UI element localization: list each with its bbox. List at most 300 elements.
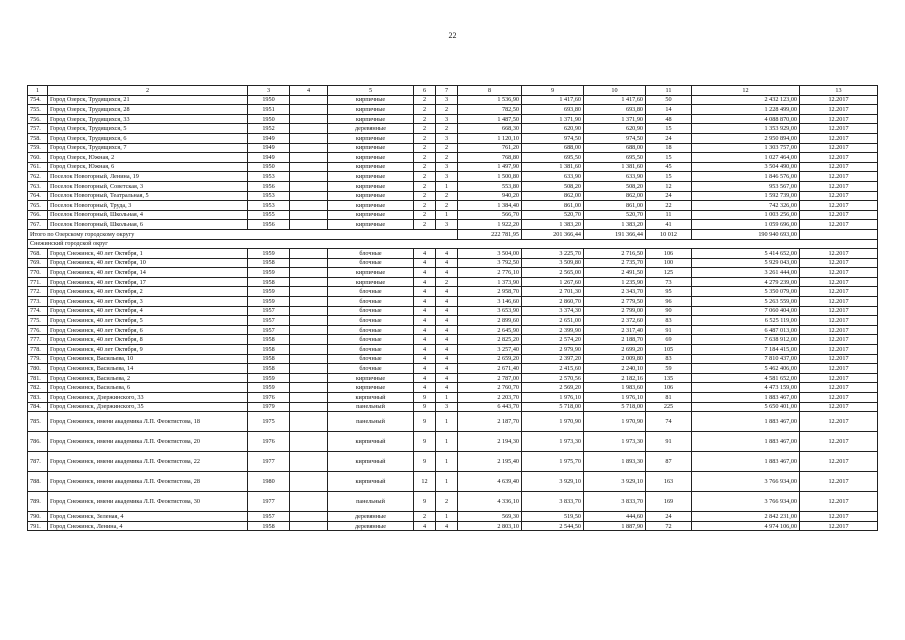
row-number-cell: 775. (28, 316, 48, 326)
residential-area-cell: 2 779,50 (584, 297, 646, 307)
year-cell: 1976 (248, 393, 290, 403)
row-number-cell: 781. (28, 373, 48, 383)
residential-area-cell: 2 240,10 (584, 364, 646, 374)
table-row (28, 412, 878, 432)
address-cell: Город Снежинск, имени академика Л.П. Феоктистова, 22 (48, 452, 248, 472)
year-cell: 1958 (248, 364, 290, 374)
column-number-row (28, 86, 878, 96)
date-cell: 12.2017 (800, 114, 878, 124)
residential-area-cell: 693,80 (584, 105, 646, 115)
year-cell: 1959 (248, 268, 290, 278)
empty-cell (290, 412, 328, 432)
living-area-cell: 633,90 (522, 172, 584, 182)
entrances-cell: 3 (436, 162, 458, 172)
floors-cell: 2 (414, 124, 436, 134)
date-cell: 12.2017 (800, 210, 878, 220)
residents-cell: 81 (646, 393, 692, 403)
empty-cell (290, 181, 328, 191)
year-cell: 1979 (248, 402, 290, 412)
year-cell: 1953 (248, 201, 290, 211)
residential-area-cell: 1 976,10 (584, 393, 646, 403)
year-cell: 1953 (248, 172, 290, 182)
residents-cell: 24 (646, 512, 692, 522)
date-cell: 12.2017 (800, 373, 878, 383)
wall-material-cell: блочные (328, 306, 414, 316)
cost-cell: 5 350 079,00 (692, 287, 800, 297)
residents-cell: 163 (646, 472, 692, 492)
date-cell: 12.2017 (800, 325, 878, 335)
living-area-cell: 2 574,20 (522, 335, 584, 345)
cost-cell: 1 059 696,00 (692, 220, 800, 230)
total-area-cell: 3 504,00 (458, 249, 522, 259)
total-area-cell: 2 776,10 (458, 268, 522, 278)
residents-cell: 12 (646, 181, 692, 191)
address-cell: Город Снежинск, Васильева, 10 (48, 354, 248, 364)
row-number-cell: 788. (28, 472, 48, 492)
total-area-cell: 1 500,80 (458, 172, 522, 182)
section-label-cell: Снежинский городской округ (28, 239, 878, 249)
year-cell: 1953 (248, 191, 290, 201)
residents-cell: 169 (646, 492, 692, 512)
empty-cell (290, 354, 328, 364)
empty-cell (290, 432, 328, 452)
cost-cell: 1 846 576,00 (692, 172, 800, 182)
floors-cell: 4 (414, 306, 436, 316)
address-cell: Поселок Новогорный, Ленина, 19 (48, 172, 248, 182)
wall-material-cell: блочные (328, 354, 414, 364)
table-row (28, 133, 878, 143)
residents-cell: 90 (646, 306, 692, 316)
table-row (28, 306, 878, 316)
floors-cell: 9 (414, 452, 436, 472)
cost-cell: 4 581 652,00 (692, 373, 800, 383)
wall-material-cell: кирпичные (328, 201, 414, 211)
floors-cell: 4 (414, 287, 436, 297)
year-cell: 1956 (248, 220, 290, 230)
residential-area-cell: 2 317,40 (584, 325, 646, 335)
cost-cell: 7 638 912,00 (692, 335, 800, 345)
total-area-cell: 1 536,90 (458, 95, 522, 105)
empty-cell (290, 210, 328, 220)
floors-cell: 12 (414, 472, 436, 492)
living-area-cell: 974,50 (522, 133, 584, 143)
residents-cell: 14 (646, 105, 692, 115)
residents-cell: 125 (646, 268, 692, 278)
date-cell: 12.2017 (800, 181, 878, 191)
entrances-cell: 4 (436, 345, 458, 355)
page-number: 22 (448, 31, 457, 40)
wall-material-cell: блочные (328, 345, 414, 355)
year-cell: 1955 (248, 210, 290, 220)
address-cell: Город Снежинск, 40 лет Октября, 8 (48, 335, 248, 345)
wall-material-cell: блочные (328, 297, 414, 307)
residential-area-cell: 1 383,20 (584, 220, 646, 230)
wall-material-cell: кирпичные (328, 277, 414, 287)
total-area-cell: 768,80 (458, 153, 522, 163)
total-area-cell: 222 781,95 (458, 229, 522, 239)
year-cell: 1949 (248, 133, 290, 143)
residents-cell: 135 (646, 373, 692, 383)
address-cell: Город Снежинск, Васильева, 6 (48, 383, 248, 393)
empty-cell (290, 201, 328, 211)
living-area-cell: 620,90 (522, 124, 584, 134)
column-number-cell: 1 (28, 86, 48, 96)
table-row (28, 172, 878, 182)
entrances-cell: 4 (436, 354, 458, 364)
empty-cell (290, 521, 328, 531)
empty-cell (290, 268, 328, 278)
total-area-cell: 2 825,20 (458, 335, 522, 345)
residents-cell: 106 (646, 383, 692, 393)
table-row (28, 105, 878, 115)
date-cell: 12.2017 (800, 512, 878, 522)
residents-cell: 41 (646, 220, 692, 230)
date-cell: 12.2017 (800, 412, 878, 432)
residents-cell: 225 (646, 402, 692, 412)
wall-material-cell: блочные (328, 258, 414, 268)
address-cell: Город Снежинск, 40 лет Октября, 1 (48, 249, 248, 259)
living-area-cell: 2 979,90 (522, 345, 584, 355)
empty-cell (290, 316, 328, 326)
residential-area-cell: 695,50 (584, 153, 646, 163)
floors-cell: 2 (414, 201, 436, 211)
date-cell: 12.2017 (800, 277, 878, 287)
total-area-cell: 3 146,60 (458, 297, 522, 307)
entrances-cell: 1 (436, 393, 458, 403)
floors-cell: 9 (414, 402, 436, 412)
total-area-cell: 1 373,90 (458, 277, 522, 287)
residents-cell: 24 (646, 191, 692, 201)
row-number-cell: 783. (28, 393, 48, 403)
row-number-cell: 763. (28, 181, 48, 191)
table-row (28, 432, 878, 452)
table-row (28, 220, 878, 230)
row-number-cell: 771. (28, 277, 48, 287)
table-row (28, 249, 878, 259)
column-number-cell: 6 (414, 86, 436, 96)
living-area-cell: 2 397,20 (522, 354, 584, 364)
total-area-cell: 1 922,20 (458, 220, 522, 230)
cost-cell: 2 950 894,00 (692, 133, 800, 143)
residents-cell: 87 (646, 452, 692, 472)
wall-material-cell: панельный (328, 492, 414, 512)
cost-cell: 1 303 757,00 (692, 143, 800, 153)
living-area-cell: 508,20 (522, 181, 584, 191)
address-cell: Город Снежинск, Васильева, 14 (48, 364, 248, 374)
living-area-cell: 1 973,30 (522, 432, 584, 452)
living-area-cell: 3 374,30 (522, 306, 584, 316)
empty-cell (290, 402, 328, 412)
living-area-cell: 2 569,20 (522, 383, 584, 393)
cost-cell: 1 003 256,00 (692, 210, 800, 220)
residents-cell: 15 (646, 172, 692, 182)
total-area-cell: 2 203,70 (458, 393, 522, 403)
cost-cell: 3 504 490,00 (692, 162, 800, 172)
empty-cell (290, 297, 328, 307)
empty-cell (290, 220, 328, 230)
empty-cell (290, 287, 328, 297)
address-cell: Город Снежинск, Зеленая, 4 (48, 512, 248, 522)
wall-material-cell: кирпичные (328, 105, 414, 115)
date-cell: 12.2017 (800, 521, 878, 531)
date-cell: 12.2017 (800, 249, 878, 259)
empty-cell (290, 335, 328, 345)
residents-cell: 73 (646, 277, 692, 287)
entrances-cell: 2 (436, 492, 458, 512)
address-cell: Город Снежинск, имени академика Л.П. Феоктистова, 18 (48, 412, 248, 432)
address-cell: Город Озерск, Трудящихся, 21 (48, 95, 248, 105)
residential-area-cell: 688,00 (584, 143, 646, 153)
date-cell: 12.2017 (800, 402, 878, 412)
residents-cell: 106 (646, 249, 692, 259)
living-area-cell: 1 267,60 (522, 277, 584, 287)
residential-area-cell: 508,20 (584, 181, 646, 191)
cost-cell: 1 027 464,00 (692, 153, 800, 163)
year-cell: 1975 (248, 412, 290, 432)
address-cell: Город Озерск, Южная, 6 (48, 162, 248, 172)
living-area-cell: 2 415,60 (522, 364, 584, 374)
cost-cell: 1 883 467,00 (692, 412, 800, 432)
residential-area-cell: 1 371,90 (584, 114, 646, 124)
residential-area-cell: 1 973,30 (584, 432, 646, 452)
table-row (28, 472, 878, 492)
row-number-cell: 769. (28, 258, 48, 268)
wall-material-cell: кирпичные (328, 114, 414, 124)
entrances-cell: 1 (436, 432, 458, 452)
wall-material-cell: деревянные (328, 521, 414, 531)
total-area-cell: 566,70 (458, 210, 522, 220)
row-number-cell: 774. (28, 306, 48, 316)
address-cell: Город Озерск, Южная, 2 (48, 153, 248, 163)
row-number-cell: 787. (28, 452, 48, 472)
wall-material-cell: кирпичные (328, 383, 414, 393)
table-row (28, 335, 878, 345)
entrances-cell: 4 (436, 297, 458, 307)
living-area-cell: 519,50 (522, 512, 584, 522)
wall-material-cell: кирпичные (328, 143, 414, 153)
residential-area-cell: 2 009,80 (584, 354, 646, 364)
entrances-cell: 4 (436, 521, 458, 531)
entrances-cell: 2 (436, 105, 458, 115)
floors-cell: 4 (414, 277, 436, 287)
living-area-cell: 688,00 (522, 143, 584, 153)
floors-cell: 4 (414, 249, 436, 259)
year-cell: 1956 (248, 181, 290, 191)
living-area-cell: 861,00 (522, 201, 584, 211)
floors-cell: 4 (414, 354, 436, 364)
date-cell: 12.2017 (800, 393, 878, 403)
table-row (28, 191, 878, 201)
total-row (28, 229, 878, 239)
column-number-cell: 10 (584, 86, 646, 96)
residents-cell: 91 (646, 325, 692, 335)
empty-cell (290, 162, 328, 172)
living-area-cell: 3 833,70 (522, 492, 584, 512)
entrances-cell: 4 (436, 287, 458, 297)
wall-material-cell: кирпичные (328, 191, 414, 201)
address-cell: Город Снежинск, имени академика Л.П. Феоктистова, 30 (48, 492, 248, 512)
entrances-cell: 4 (436, 249, 458, 259)
address-cell: Город Озерск, Трудящихся, 7 (48, 143, 248, 153)
residents-cell: 72 (646, 521, 692, 531)
cost-cell: 3 261 444,00 (692, 268, 800, 278)
wall-material-cell: блочные (328, 325, 414, 335)
table-row (28, 373, 878, 383)
row-number-cell: 773. (28, 297, 48, 307)
empty-cell (290, 472, 328, 492)
row-number-cell: 782. (28, 383, 48, 393)
year-cell: 1959 (248, 373, 290, 383)
date-cell: 12.2017 (800, 335, 878, 345)
total-area-cell: 553,80 (458, 181, 522, 191)
row-number-cell: 779. (28, 354, 48, 364)
cost-cell: 5 650 401,00 (692, 402, 800, 412)
year-cell: 1977 (248, 492, 290, 512)
wall-material-cell: кирпичный (328, 432, 414, 452)
empty-cell (290, 133, 328, 143)
residential-area-cell: 620,90 (584, 124, 646, 134)
address-cell: Город Озерск, Трудящихся, 5 (48, 124, 248, 134)
living-area-cell: 1 383,20 (522, 220, 584, 230)
date-cell: 12.2017 (800, 95, 878, 105)
residential-area-cell: 1 235,90 (584, 277, 646, 287)
empty-cell (290, 325, 328, 335)
total-area-cell: 2 659,20 (458, 354, 522, 364)
address-cell: Город Озерск, Трудящихся, 6 (48, 133, 248, 143)
empty-cell (290, 512, 328, 522)
address-cell: Поселок Новогорный, Труда, 3 (48, 201, 248, 211)
table-row (28, 201, 878, 211)
year-cell: 1957 (248, 306, 290, 316)
residents-cell: 18 (646, 143, 692, 153)
year-cell: 1958 (248, 258, 290, 268)
empty-cell (290, 191, 328, 201)
residential-area-cell: 2 182,16 (584, 373, 646, 383)
row-number-cell: 780. (28, 364, 48, 374)
column-number-cell: 8 (458, 86, 522, 96)
column-number-cell: 9 (522, 86, 584, 96)
cost-cell: 6 487 013,00 (692, 325, 800, 335)
wall-material-cell: деревянные (328, 512, 414, 522)
column-number-cell: 4 (290, 86, 328, 96)
date-cell: 12.2017 (800, 287, 878, 297)
floors-cell: 2 (414, 153, 436, 163)
entrances-cell: 1 (436, 512, 458, 522)
cost-cell: 1 883 467,00 (692, 432, 800, 452)
wall-material-cell: блочные (328, 287, 414, 297)
row-number-cell: 761. (28, 162, 48, 172)
table-row (28, 162, 878, 172)
residential-area-cell: 2 699,20 (584, 345, 646, 355)
year-cell: 1959 (248, 383, 290, 393)
floors-cell: 2 (414, 95, 436, 105)
table-row (28, 258, 878, 268)
row-number-cell: 759. (28, 143, 48, 153)
floors-cell: 2 (414, 210, 436, 220)
empty-cell (290, 452, 328, 472)
wall-material-cell: кирпичные (328, 133, 414, 143)
empty-cell (290, 143, 328, 153)
residents-cell: 83 (646, 316, 692, 326)
date-cell: 12.2017 (800, 472, 878, 492)
cost-cell: 1 883 467,00 (692, 452, 800, 472)
table-row (28, 316, 878, 326)
row-number-cell: 770. (28, 268, 48, 278)
total-area-cell: 2 194,30 (458, 432, 522, 452)
entrances-cell: 2 (436, 124, 458, 134)
address-cell: Город Снежинск, Васильева, 2 (48, 373, 248, 383)
empty-cell (290, 153, 328, 163)
entrances-cell: 2 (436, 153, 458, 163)
year-cell: 1957 (248, 316, 290, 326)
residential-area-cell: 191 366,44 (584, 229, 646, 239)
cost-cell: 4 279 239,00 (692, 277, 800, 287)
wall-material-cell: кирпичные (328, 373, 414, 383)
row-number-cell: 776. (28, 325, 48, 335)
date-cell: 12.2017 (800, 162, 878, 172)
residents-cell: 69 (646, 335, 692, 345)
residential-area-cell: 1 893,30 (584, 452, 646, 472)
total-area-cell: 1 384,40 (458, 201, 522, 211)
entrances-cell: 4 (436, 258, 458, 268)
empty-cell (290, 393, 328, 403)
address-cell: Город Снежинск, 40 лет Октября, 4 (48, 306, 248, 316)
table-row (28, 492, 878, 512)
column-number-cell: 11 (646, 86, 692, 96)
date-cell: 12.2017 (800, 153, 878, 163)
column-number-cell: 7 (436, 86, 458, 96)
residential-area-cell: 1 970,90 (584, 412, 646, 432)
total-area-cell: 1 120,10 (458, 133, 522, 143)
total-area-cell: 3 653,90 (458, 306, 522, 316)
empty-cell (290, 95, 328, 105)
total-area-cell: 782,50 (458, 105, 522, 115)
living-area-cell: 3 929,10 (522, 472, 584, 492)
residents-cell: 95 (646, 287, 692, 297)
table-row (28, 345, 878, 355)
year-cell: 1959 (248, 249, 290, 259)
residents-cell: 59 (646, 364, 692, 374)
address-cell: Город Снежинск, 40 лет Октября, 5 (48, 316, 248, 326)
total-area-cell: 3 792,50 (458, 258, 522, 268)
floors-cell: 2 (414, 143, 436, 153)
wall-material-cell: панельный (328, 402, 414, 412)
living-area-cell: 2 565,00 (522, 268, 584, 278)
year-cell: 1950 (248, 114, 290, 124)
column-number-cell: 12 (692, 86, 800, 96)
residential-area-cell: 2 372,60 (584, 316, 646, 326)
residential-area-cell: 3 929,10 (584, 472, 646, 492)
living-area-cell: 2 701,30 (522, 287, 584, 297)
wall-material-cell: кирпичные (328, 172, 414, 182)
row-number-cell: 765. (28, 201, 48, 211)
cost-cell: 5 462 406,00 (692, 364, 800, 374)
living-area-cell: 2 570,56 (522, 373, 584, 383)
floors-cell: 2 (414, 512, 436, 522)
wall-material-cell: кирпичные (328, 210, 414, 220)
wall-material-cell: кирпичные (328, 220, 414, 230)
table-row (28, 287, 878, 297)
entrances-cell: 1 (436, 181, 458, 191)
address-cell: Город Снежинск, 40 лет Октября, 14 (48, 268, 248, 278)
address-cell: Город Снежинск, имени академика Л.П. Феоктистова, 28 (48, 472, 248, 492)
year-cell: 1958 (248, 277, 290, 287)
table-row (28, 325, 878, 335)
floors-cell: 2 (414, 162, 436, 172)
residents-cell: 24 (646, 133, 692, 143)
residential-area-cell: 1 381,60 (584, 162, 646, 172)
residential-area-cell: 3 833,70 (584, 492, 646, 512)
